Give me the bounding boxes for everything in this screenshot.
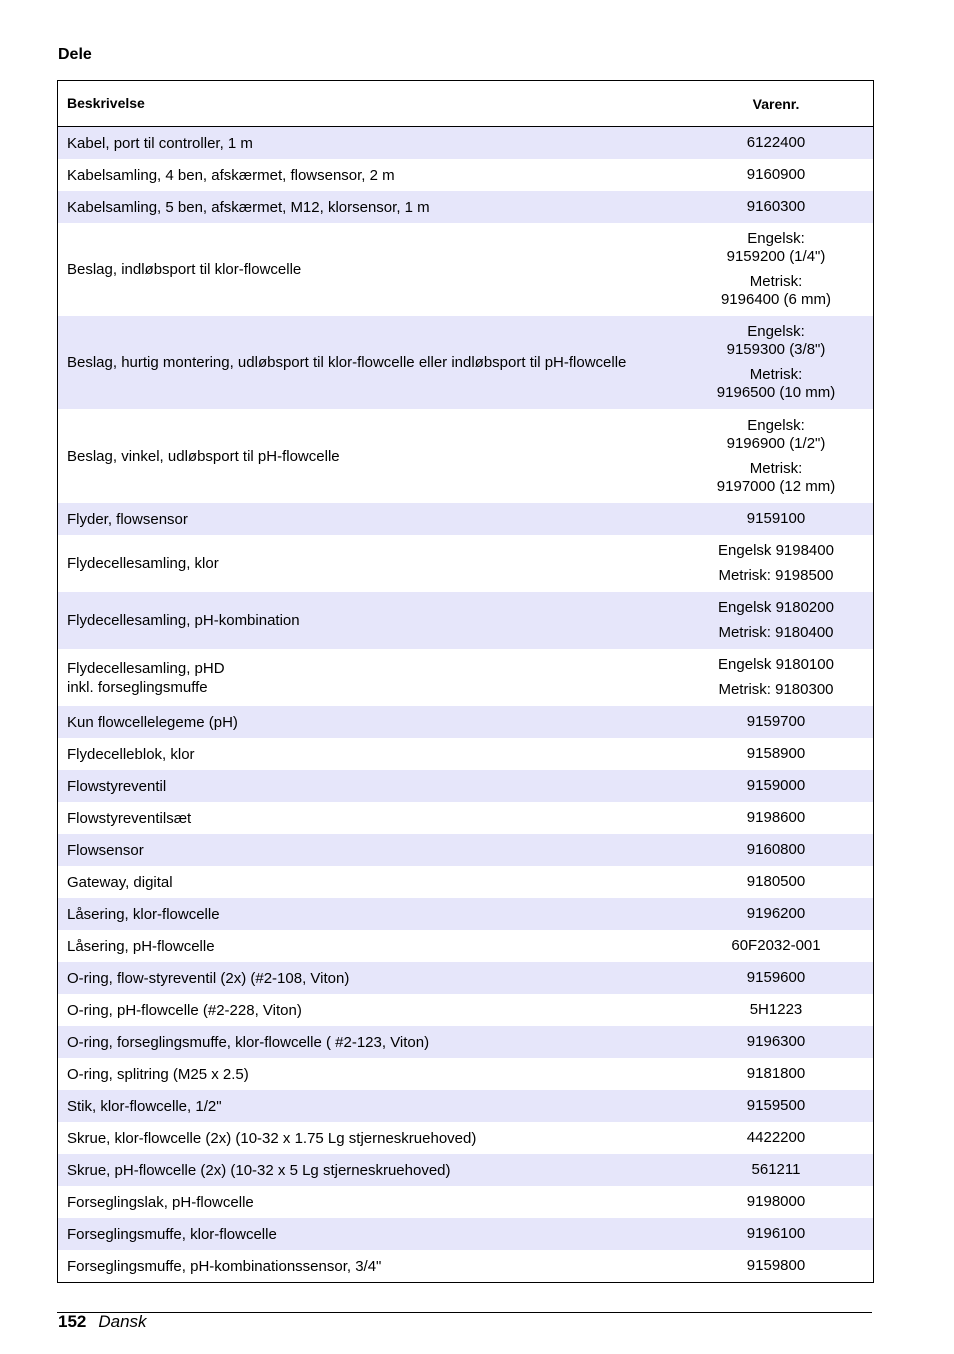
item-number-group: [679, 624, 873, 642]
description-line: Låsering, klor-flowcelle: [67, 905, 220, 923]
row-item-number: [679, 937, 873, 955]
row-item-number: [679, 841, 873, 859]
row-description: [58, 134, 679, 153]
row-description: [58, 554, 679, 573]
item-number-line: Engelsk 9198400: [718, 542, 834, 559]
page-footer: [58, 1312, 147, 1332]
item-number-line: 5H1223: [749, 1001, 803, 1018]
item-number-group: [679, 1225, 873, 1243]
table-row: [58, 930, 873, 962]
description-line: O-ring, forseglingsmuffe, klor-flowcelle ( #2-123, Viton): [67, 1033, 430, 1051]
row-description: [58, 166, 679, 185]
row-item-number: [679, 777, 873, 795]
item-number-group: [679, 542, 873, 560]
table-row: [58, 898, 873, 930]
table-row: [58, 535, 873, 592]
table-header-row: [58, 81, 873, 127]
table-row: [58, 834, 873, 866]
row-description: [58, 447, 679, 466]
item-number-group: [679, 873, 873, 891]
description-line: Kabel, port til controller, 1 m: [67, 134, 253, 152]
table-row: [58, 706, 873, 738]
table-row: [58, 1154, 873, 1186]
item-number-line: Metrisk: 9198500: [718, 567, 834, 584]
item-number-group: [679, 1129, 873, 1147]
row-description: [58, 969, 679, 988]
description-line: Flydecellesamling, pH-kombination: [67, 612, 300, 629]
row-item-number: [679, 166, 873, 184]
row-item-number: [679, 1001, 873, 1019]
row-item-number: [679, 1065, 873, 1083]
item-number-group: [679, 841, 873, 859]
item-number-line: 9159700: [746, 713, 806, 730]
item-number-line: 9180500: [746, 873, 806, 890]
table-row: [58, 994, 873, 1026]
table-row: [58, 738, 873, 770]
item-number-line: 9160300: [746, 198, 806, 215]
item-number-group: [679, 656, 873, 674]
description-line: Flowstyreventil: [67, 777, 167, 795]
item-number-line: 9159800: [746, 1257, 806, 1274]
item-number-line: Engelsk:: [747, 416, 805, 434]
description-line: Flydecellesamling, klor: [67, 555, 219, 572]
description-line: Beslag, indløbsport til klor-flowcelle: [67, 261, 302, 278]
item-number-line: 9159200 (1/4"): [726, 248, 826, 265]
description-line: Skrue, pH-flowcelle (2x) (10-32 x 5 Lg stjerneskruehoved): [67, 1161, 451, 1179]
description-line: Forseglingsmuffe, pH-kombinationssensor, 3/4": [67, 1257, 382, 1275]
description-line: Kabelsamling, 5 ben, afskærmet, M12, klorsensor, 1 m: [67, 198, 430, 216]
row-item-number: [679, 1257, 873, 1275]
row-item-number: [679, 713, 873, 731]
item-number-line: 9197000 (12 mm): [716, 477, 836, 495]
row-item-number: [679, 809, 873, 827]
table-row: [58, 1026, 873, 1058]
item-number-line: Engelsk:: [747, 323, 805, 340]
item-number-group: [679, 969, 873, 987]
row-description: [58, 873, 679, 892]
row-item-number: [679, 969, 873, 987]
item-number-line: Metrisk:: [749, 459, 803, 477]
table-row: [58, 191, 873, 223]
row-description: [58, 809, 679, 828]
row-description: [58, 1225, 679, 1244]
table-row: [58, 592, 873, 649]
item-number-line: 9159100: [746, 510, 806, 527]
item-number-line: Metrisk: 9180300: [718, 681, 834, 698]
description-line: Forseglingslak, pH-flowcelle: [67, 1193, 254, 1211]
item-number-line: 9198000: [746, 1193, 806, 1210]
item-number-group: [679, 1001, 873, 1019]
table-row: [58, 1090, 873, 1122]
item-number-group: [679, 777, 873, 795]
item-number-line: 9181800: [746, 1065, 806, 1082]
item-number-group: [679, 230, 873, 266]
item-number-group: [679, 809, 873, 827]
description-line: O-ring, splitring (M25 x 2.5): [67, 1065, 249, 1083]
item-number-line: 9159300 (3/8"): [726, 341, 826, 358]
item-number-line: Engelsk 9180100: [718, 656, 834, 673]
item-number-line: 9196400 (6 mm): [720, 291, 832, 308]
table-body: [58, 127, 873, 1282]
item-number-group: [679, 273, 873, 309]
row-item-number: [679, 542, 873, 585]
item-number-group: [679, 198, 873, 216]
row-item-number: [679, 1161, 873, 1179]
row-item-number: [679, 656, 873, 699]
row-description: [58, 611, 679, 630]
page-number: 152: [58, 1312, 87, 1331]
item-number-line: 60F2032-001: [731, 937, 821, 954]
table-row: [58, 1122, 873, 1154]
table-row: [58, 316, 873, 409]
description-line: Flydecellesamling, pHD: [67, 659, 225, 677]
item-number-group: [679, 1097, 873, 1115]
description-line: inkl. forseglingsmuffe: [67, 678, 208, 696]
row-description: [58, 905, 679, 924]
row-item-number: [679, 198, 873, 216]
row-description: [58, 937, 679, 956]
section-heading: Dele: [58, 46, 92, 63]
column-header-item-number: Varenr.: [752, 95, 800, 112]
row-item-number: [679, 510, 873, 528]
table-row: [58, 649, 873, 706]
description-line: Låsering, pH-flowcelle: [67, 937, 215, 955]
item-number-line: 9158900: [746, 745, 806, 762]
row-description: [58, 510, 679, 529]
table-row: [58, 962, 873, 994]
description-line: Beslag, vinkel, udløbsport til pH-flowcelle: [67, 447, 340, 465]
item-number-line: 9160800: [746, 841, 806, 858]
row-description: [58, 1193, 679, 1212]
row-item-number: [679, 1225, 873, 1243]
description-line: Flowsensor: [67, 841, 144, 859]
item-number-group: [679, 745, 873, 763]
item-number-line: 4422200: [746, 1129, 806, 1146]
description-line: Flyder, flowsensor: [67, 510, 188, 528]
row-item-number: [679, 745, 873, 763]
item-number-line: Engelsk 9180200: [718, 599, 834, 616]
item-number-line: 9196300: [746, 1033, 806, 1050]
description-line: O-ring, flow-styreventil (2x) (#2-108, Viton): [67, 969, 350, 987]
description-line: Skrue, klor-flowcelle (2x) (10-32 x 1.75 Lg stjerneskruehoved): [67, 1129, 477, 1147]
table-row: [58, 223, 873, 316]
table-row: [58, 1058, 873, 1090]
row-description: [58, 1033, 679, 1052]
item-number-group: [679, 323, 873, 359]
description-line: Flydecelleblok, klor: [67, 745, 195, 763]
item-number-line: 6122400: [746, 134, 806, 151]
row-description: [58, 713, 679, 732]
row-item-number: [679, 1033, 873, 1051]
item-number-group: [679, 1033, 873, 1051]
table-row: [58, 127, 873, 159]
item-number-line: Metrisk:: [749, 366, 803, 383]
description-line: O-ring, pH-flowcelle (#2-228, Viton): [67, 1001, 302, 1019]
item-number-group: [679, 681, 873, 699]
item-number-line: 9196500 (10 mm): [716, 384, 836, 401]
table-row: [58, 866, 873, 898]
row-item-number: [679, 873, 873, 891]
description-line: Kun flowcellelegeme (pH): [67, 713, 238, 731]
row-item-number: [679, 599, 873, 642]
item-number-group: [679, 1193, 873, 1211]
item-number-line: Engelsk:: [747, 230, 805, 247]
row-item-number: [679, 1193, 873, 1211]
item-number-line: Metrisk: 9180400: [718, 624, 834, 641]
row-description: [58, 1065, 679, 1084]
item-number-line: 9196100: [746, 1225, 806, 1242]
table-row: [58, 770, 873, 802]
row-item-number: [679, 230, 873, 309]
row-description: [58, 1129, 679, 1148]
table-row: [58, 1250, 873, 1282]
item-number-line: 9159000: [746, 777, 806, 794]
item-number-line: 9159600: [746, 969, 806, 986]
footer-rule: [57, 1312, 872, 1313]
description-line: Flowstyreventilsæt: [67, 809, 192, 827]
row-item-number: [679, 905, 873, 923]
table-row: [58, 159, 873, 191]
item-number-line: 561211: [751, 1161, 801, 1178]
item-number-group: [679, 713, 873, 731]
description-line: Kabelsamling, 4 ben, afskærmet, flowsensor, 2 m: [67, 166, 395, 184]
column-header-description: Beskrivelse: [67, 95, 145, 111]
description-line: Gateway, digital: [67, 873, 173, 891]
row-description: [58, 1097, 679, 1116]
row-item-number: [679, 1097, 873, 1115]
item-number-group: [679, 510, 873, 528]
item-number-line: 9198600: [746, 809, 806, 826]
row-description: [58, 841, 679, 860]
row-description: [58, 198, 679, 217]
row-description: [58, 260, 679, 279]
item-number-line: Metrisk:: [749, 273, 803, 290]
item-number-group: [679, 599, 873, 617]
footer-language: Dansk: [98, 1312, 147, 1331]
item-number-group: [679, 417, 873, 453]
item-number-group: [679, 905, 873, 923]
row-item-number: [679, 1129, 873, 1147]
item-number-group: [679, 1161, 873, 1179]
item-number-line: 9196200: [746, 905, 806, 922]
item-number-group: [679, 937, 873, 955]
item-number-group: [679, 166, 873, 184]
parts-table: [57, 80, 874, 1283]
item-number-group: [679, 1257, 873, 1275]
row-description: [58, 1257, 679, 1276]
item-number-group: [679, 1065, 873, 1083]
item-number-group: [679, 460, 873, 496]
row-item-number: [679, 417, 873, 496]
item-number-group: [679, 134, 873, 152]
table-row: [58, 503, 873, 535]
table-row: [58, 1218, 873, 1250]
table-row: [58, 802, 873, 834]
description-line: Stik, klor-flowcelle, 1/2": [67, 1097, 222, 1115]
item-number-group: [679, 567, 873, 585]
item-number-line: 9196900 (1/2"): [726, 434, 826, 452]
description-line: Beslag, hurtig montering, udløbsport til klor-flowcelle eller indløbsport til pH-flowcelle: [67, 354, 627, 371]
row-description: [58, 659, 679, 697]
row-description: [58, 777, 679, 796]
row-item-number: [679, 134, 873, 152]
row-item-number: [679, 323, 873, 402]
row-description: [58, 353, 679, 372]
description-line: Forseglingsmuffe, klor-flowcelle: [67, 1225, 277, 1243]
table-row: [58, 409, 873, 503]
row-description: [58, 1001, 679, 1020]
item-number-line: 9160900: [746, 166, 806, 183]
item-number-line: 9159500: [746, 1097, 806, 1114]
item-number-group: [679, 366, 873, 402]
row-description: [58, 1161, 679, 1180]
table-row: [58, 1186, 873, 1218]
row-description: [58, 745, 679, 764]
